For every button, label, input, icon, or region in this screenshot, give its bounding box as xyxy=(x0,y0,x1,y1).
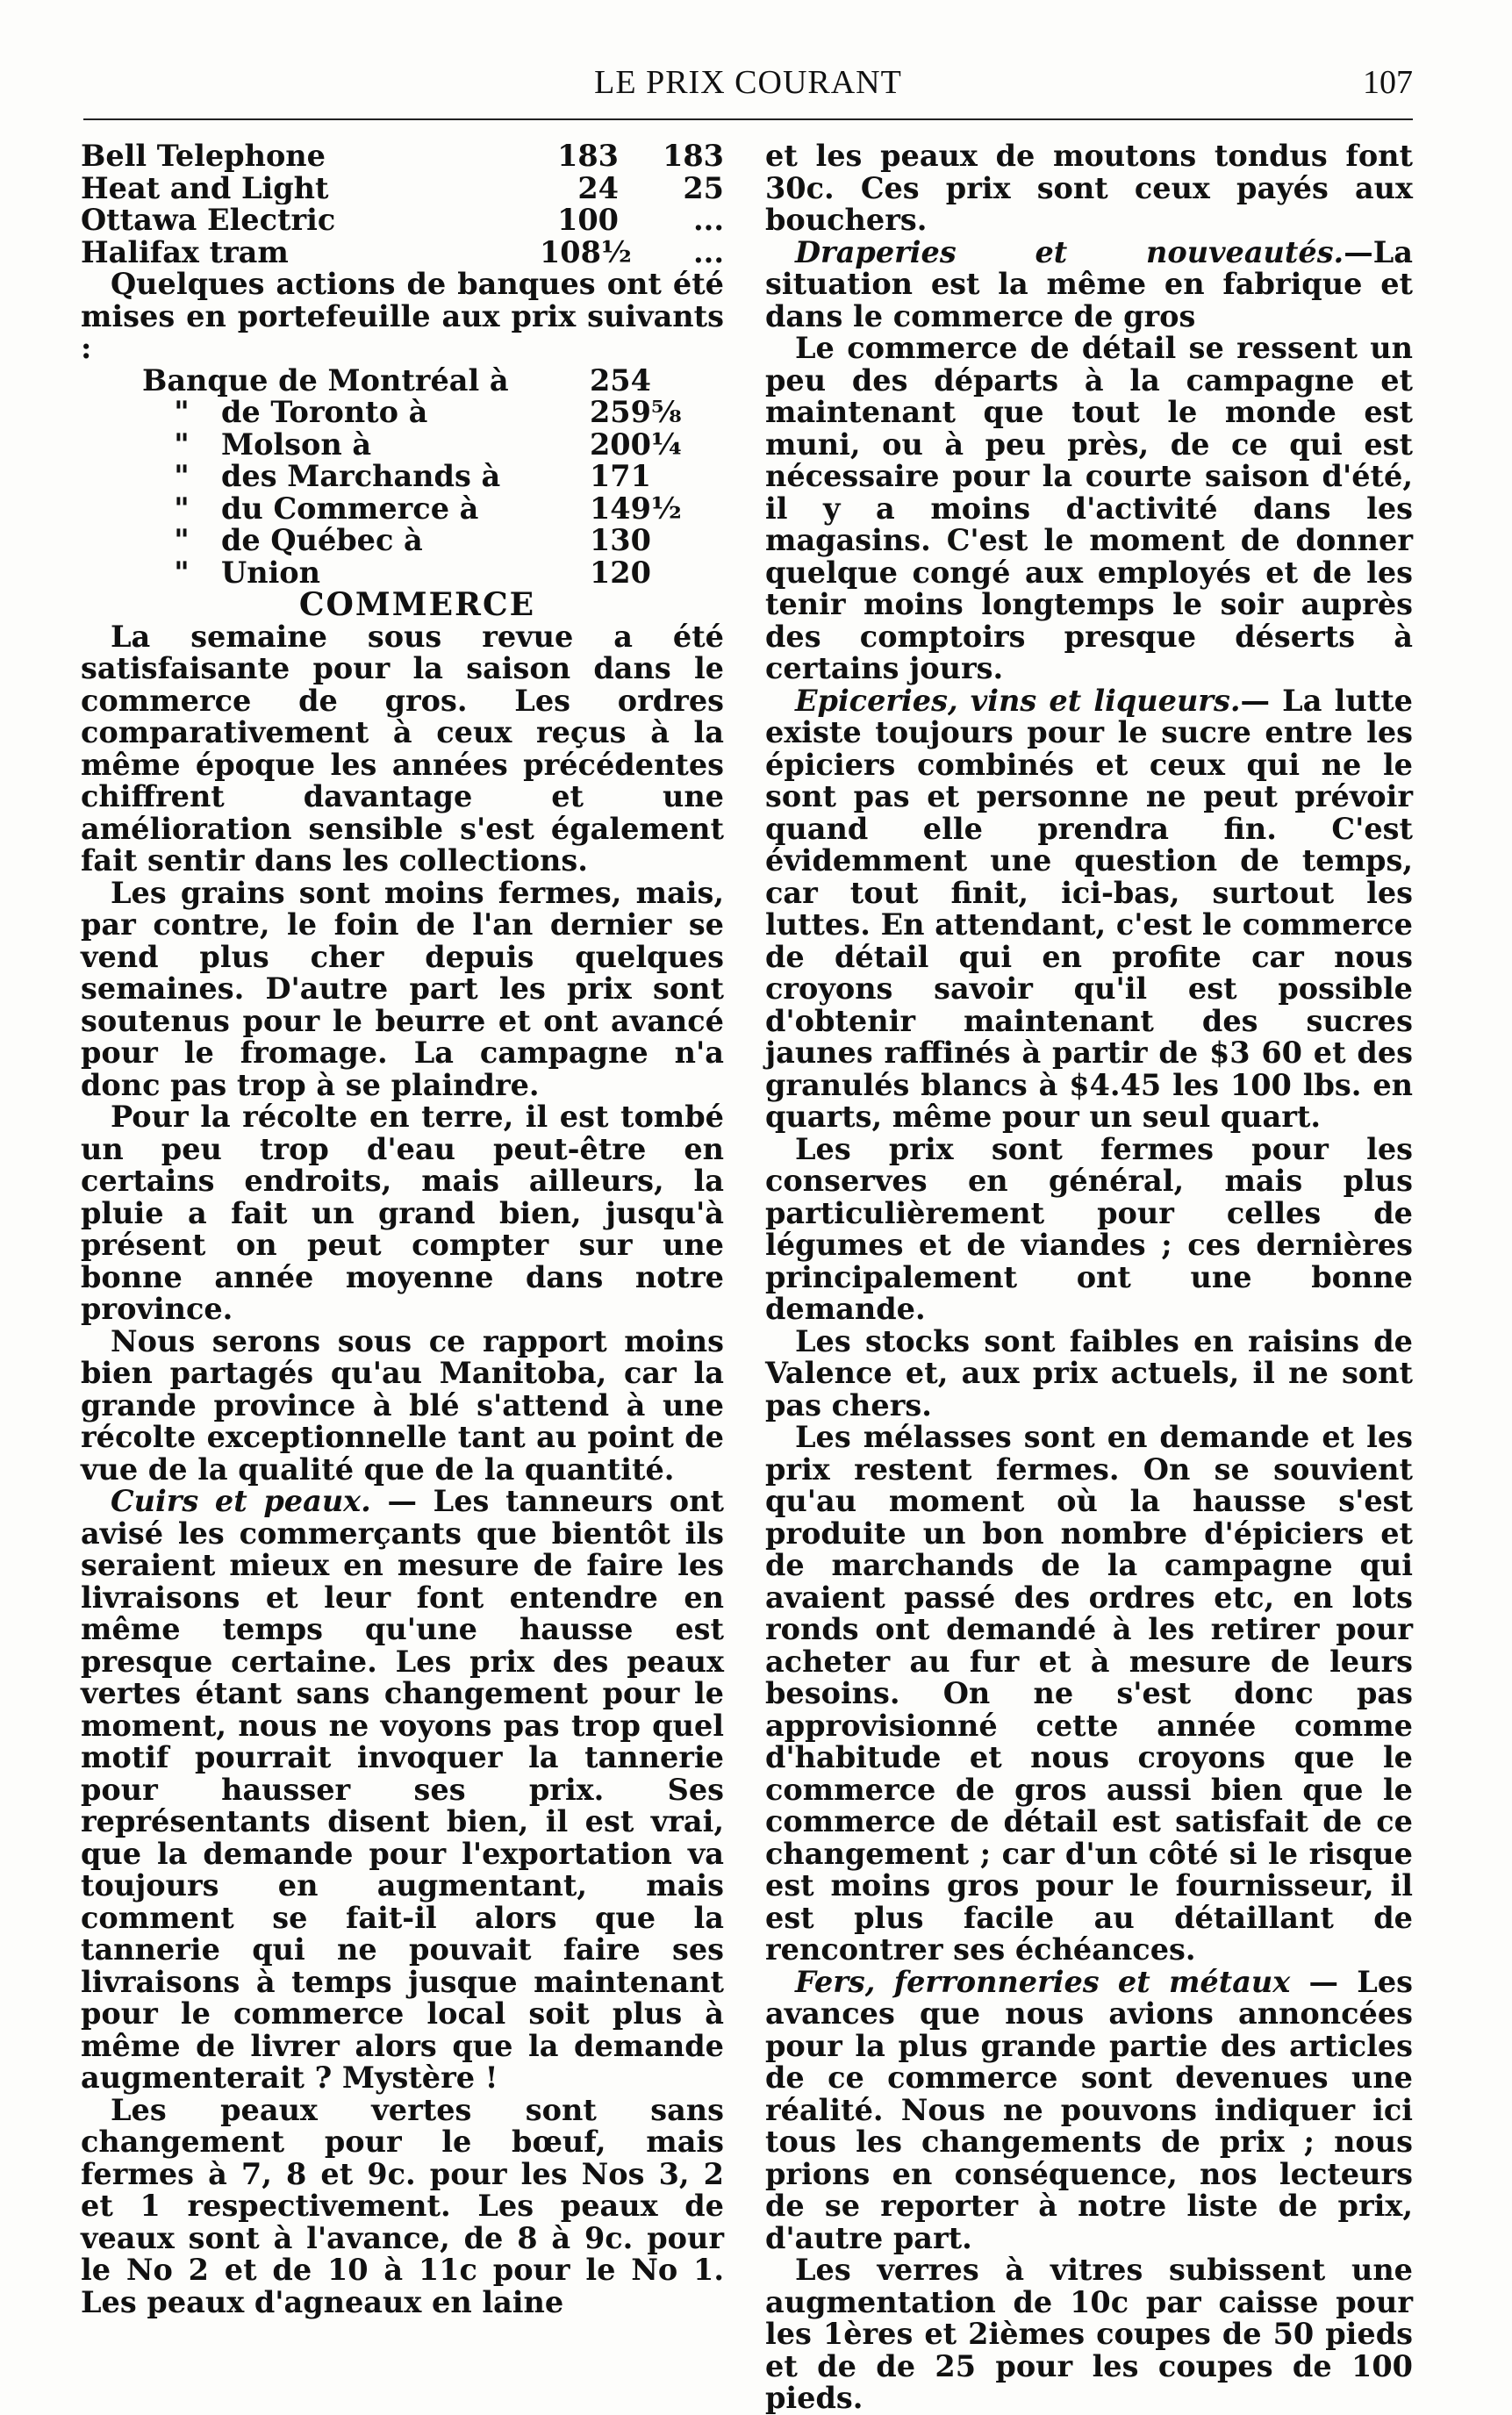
stock-row xyxy=(81,234,724,269)
bank-name: de Québec à xyxy=(221,525,423,557)
ditto-mark: " xyxy=(174,491,190,526)
bank-list xyxy=(81,362,724,590)
rubric-heading: Draperies et nouveautés. xyxy=(795,234,1344,269)
bank-row xyxy=(81,461,724,493)
paragraph: La semaine sous revue a été satisfaisante pour la saison dans le commerce de gros. Les ordres comparativement à ceux reçus à la même époque les années précédentes chiffrent davantage et une amélioration sensible s'est également fait sentir dans les collections. xyxy=(81,619,724,878)
stock-value-2: 183 xyxy=(663,139,724,173)
paragraph: Nous serons sous ce rapport moins bien partagés qu'au Manitoba, car la grande province à blé s'attend à une récolte exceptionnelle tant au point de vue de la qualité que de la quantité. xyxy=(81,1323,724,1487)
bank-value: 171 xyxy=(590,459,651,493)
paragraph-draperies xyxy=(765,234,1413,333)
paragraph-continued: et les peaux de moutons tondus font 30c. Ces prix sont ceux payés aux bouchers. xyxy=(765,139,1413,237)
bank-value: 254 xyxy=(590,362,651,398)
header-rule xyxy=(83,118,1413,120)
stock-name: Heat and Light xyxy=(81,172,329,204)
stock-name: Bell Telephone xyxy=(81,140,326,173)
rubric-text: — Les tanneurs ont avisé les commerçants que bientôt ils seraient mieux en mesure de faire les livraisons et leur font entendre en même temps qu'une hausse est presque certaine. Les prix des peaux vertes étant sans changement pour le moment, nous ne voyons pas trop quel motif pourrait invoquer la tannerie pour hausser ses prix. Ses représentants disent bien, il est vrai, que la demande pour l'exportation va toujours en augmentant, mais comment se fait-il alors que la tannerie qui ne pouvait faire ses livraisons à temps jusque maintenant pour le commerce local soit plus à même de livrer alors que la demande augmenterait ? Mystère ! xyxy=(81,1484,724,2095)
right-column xyxy=(765,140,1413,2415)
page-number: 107 xyxy=(1363,64,1413,101)
paragraph: Pour la récolte en terre, il est tombé un peu trop d'eau peut-être en certains endroits, mais ailleurs, la pluie a fait un grand bien, jusqu'à présent on peut compter sur une bonne année moyenne dans notre province. xyxy=(81,1100,724,1326)
rubric-heading: Fers, ferronneries et métaux xyxy=(795,1964,1291,1999)
bank-name: des Marchands à xyxy=(221,461,501,493)
bank-value: 149½ xyxy=(590,491,682,526)
bank-row xyxy=(81,525,724,557)
bank-row xyxy=(81,362,724,398)
stock-value-1: 183 xyxy=(557,139,619,173)
ditto-mark: " xyxy=(174,426,190,462)
rubric-heading: Cuirs et peaux. xyxy=(111,1484,371,1518)
paragraph: Le commerce de détail se ressent un peu des départs à la campagne et maintenant que tout le monde est muni, ou à peu près, de ce qui est nécessaire pour la courte saison d'été, il y a moins d'activité dans les magasins. C'est le moment de donner quelque congé aux employés et de les tenir moins longtemps le soir auprès des comptoirs presque déserts à certains jours. xyxy=(765,331,1413,685)
section-title: COMMERCE xyxy=(298,586,536,623)
bank-row xyxy=(81,426,724,462)
paragraph: Les stocks sont faibles en raisins de Valence et, aux prix actuels, il ne sont pas chers. xyxy=(765,1323,1413,1422)
rubric-text: —La situation est la même en fabrique et dans le commerce de gros xyxy=(765,234,1413,333)
stock-name: Ottawa Electric xyxy=(81,204,336,237)
stock-value-2: ... xyxy=(693,234,724,269)
bank-name: de Toronto à xyxy=(221,397,428,429)
stock-value-1: 100 xyxy=(557,203,619,237)
bank-row xyxy=(81,397,724,429)
stock-row xyxy=(81,140,724,173)
bank-value: 259⅝ xyxy=(590,395,682,429)
paragraph-fers xyxy=(765,1964,1413,2255)
stock-value-1: 108½ xyxy=(540,234,632,269)
rubric-text: — Les avances que nous avions annoncées pour la plus grande partie des articles de ce commerce sont devenues une réalité. Nous ne pouvons indiquer ici tous les changements de prix ; nous prions en conséquence, nos lecteurs de se reporter à notre liste de prix, d'autre part. xyxy=(765,1964,1413,2255)
stock-value-2: 25 xyxy=(683,170,724,205)
page-header xyxy=(83,54,1413,125)
bank-name: Molson à xyxy=(221,428,372,461)
bank-value: 120 xyxy=(590,555,651,590)
bank-name: du Commerce à xyxy=(221,492,479,525)
bank-name: Banque de Montréal à xyxy=(142,364,509,397)
stock-value-1: 24 xyxy=(577,170,619,205)
bank-value: 130 xyxy=(590,523,651,557)
ditto-mark: " xyxy=(174,555,190,590)
stock-value-2: ... xyxy=(693,203,724,237)
paragraph: Les mélasses sont en demande et les prix restent fermes. On se souvient qu'au moment où la hausse s'est produite un bon nombre d'épiciers et de marchands de la campagne qui avaient passé des ordres etc, en lots ronds ont demandé à les retirer pour acheter au fur et à mesure de leurs besoins. On ne s'est donc pas approvisionné cette année comme d'habitude et nous croyons que le commerce de gros aussi bien que le commerce de détail est satisfait de ce changement ; car d'un côté si le risque est moins gros pour le fournisseur, il est plus facile au détaillant de rencontrer ses échéances. xyxy=(765,1420,1413,1967)
paragraph-cuirs xyxy=(81,1486,724,2095)
bank-row xyxy=(81,493,724,526)
ditto-mark: " xyxy=(174,459,190,493)
bank-name: Union xyxy=(221,556,320,589)
banks-intro: Quelques actions de banques ont été mises en portefeuille aux prix suivants : xyxy=(81,267,724,365)
stock-name: Halifax tram xyxy=(81,236,289,269)
stock-list xyxy=(81,140,724,269)
paragraph: Les grains sont moins fermes, mais, par contre, le foin de l'an dernier se vend plus cher depuis quelques semaines. D'autre part les prix sont soutenus pour le beurre et ont avancé pour le fromage. La campagne n'a donc pas trop à se plaindre. xyxy=(81,875,724,1102)
paragraph: Les prix sont fermes pour les conserves en général, mais plus particulièrement pour celles de légumes et de viandes ; ces dernières principalement ont une bonne demande. xyxy=(765,1131,1413,1326)
left-column xyxy=(81,140,724,2318)
rubric-heading: Epiceries, vins et liqueurs. xyxy=(795,683,1241,718)
bank-row xyxy=(81,557,724,590)
paragraph-epiceries xyxy=(765,685,1413,1134)
ditto-mark: " xyxy=(174,523,190,557)
paragraph: Les verres à vitres subissent une augmentation de 10c par caisse pour les 1ères et 2ièmes coupes de 50 pieds et de de 25 pour les coupes de 100 pieds. xyxy=(765,2253,1413,2415)
stock-row xyxy=(81,170,724,205)
rubric-text: — La lutte existe toujours pour le sucre entre les épiciers combinés et ceux qui ne le sont pas et personne ne peut prévoir quand elle prendra fin. C'est évidemment une question de temps, car tout finit, ici-bas, surtout les luttes. En attendant, c'est le commerce de détail qui en profite car nous croyons savoir qu'il est possible d'obtenir maintenant des sucres jaunes raffinés à partir de $3 60 et des granulés blancs à $4.45 les 100 lbs. en quarts, même pour un seul quart. xyxy=(765,683,1413,1134)
paragraph: Les peaux vertes sont sans changement pour le bœuf, mais fermes à 7, 8 et 9c. pour les Nos 3, 2 et 1 respectivement. Les peaux de veaux sont à l'avance, de 8 à 9c. pour le No 2 et de 10 à 11c pour le No 1. Les peaux d'agneaux en laine xyxy=(81,2092,724,2319)
bank-value: 200¼ xyxy=(590,426,682,462)
ditto-mark: " xyxy=(174,395,190,429)
stock-row xyxy=(81,204,724,237)
journal-title: LE PRIX COURANT xyxy=(594,64,902,101)
